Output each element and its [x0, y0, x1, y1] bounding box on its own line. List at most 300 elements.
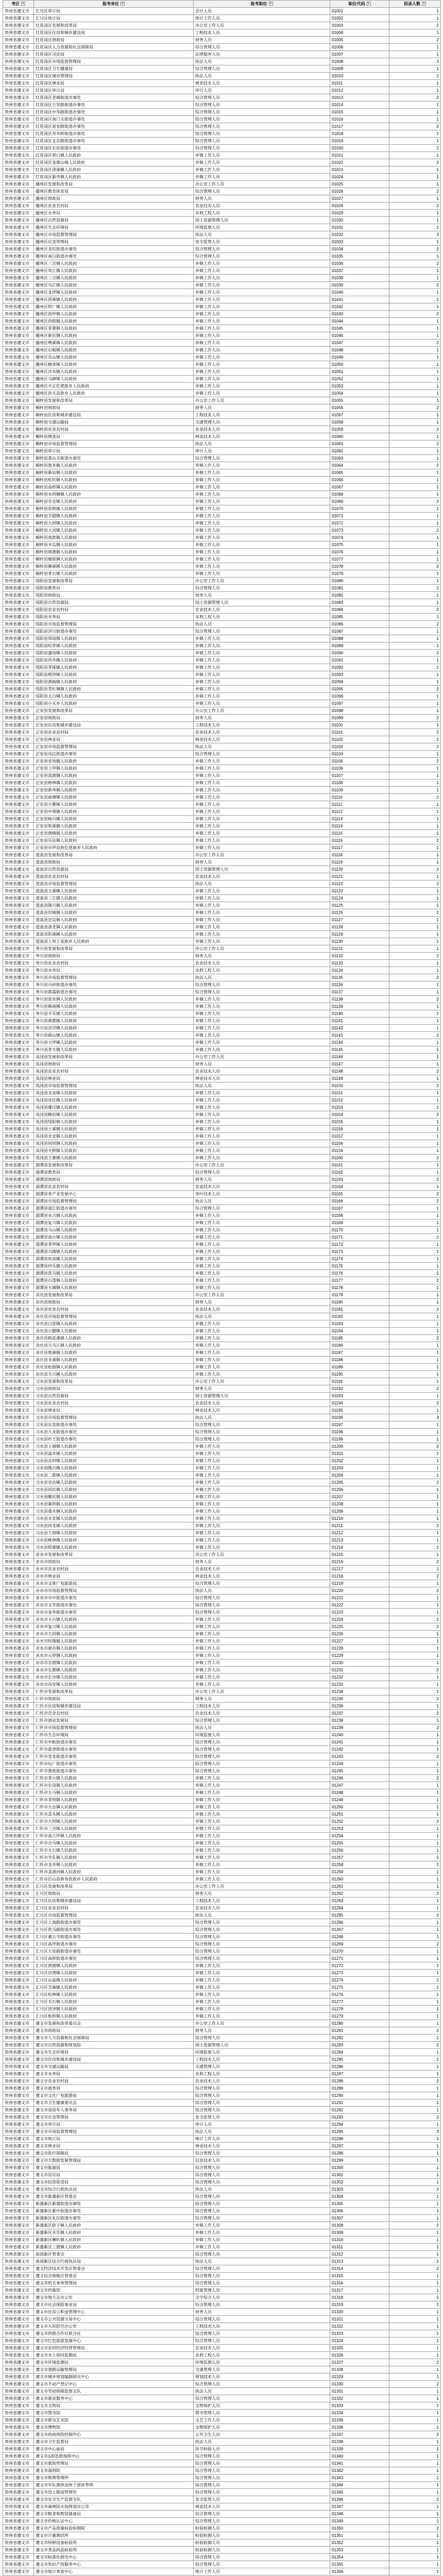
- cell-position-code[interactable]: 01065: [330, 469, 389, 477]
- cell-unit[interactable]: 红花岗区舟水桥街道办事处: [34, 130, 194, 138]
- cell-exam-area[interactable]: 贵州省遵义市: [3, 1616, 34, 1623]
- cell-exam-area[interactable]: 贵州省遵义市: [3, 917, 34, 924]
- cell-unit[interactable]: 遵义市图书馆: [34, 2410, 194, 2417]
- cell-hiring-count[interactable]: 1: [389, 570, 441, 578]
- cell-exam-area[interactable]: 贵州省遵义市: [3, 2114, 34, 2121]
- cell-position[interactable]: 乡镇工作人员: [194, 1869, 330, 1876]
- cell-exam-area[interactable]: 贵州省遵义市: [3, 296, 34, 303]
- cell-unit[interactable]: 道真县忠信镇人民政府: [34, 917, 194, 924]
- cell-position-code[interactable]: 01049: [330, 354, 389, 361]
- cell-hiring-count[interactable]: 1: [389, 1847, 441, 1854]
- cell-position-code[interactable]: 01303: [330, 2186, 389, 2193]
- cell-hiring-count[interactable]: 1: [389, 2482, 441, 2489]
- cell-unit[interactable]: 赤水市葫市镇人民政府: [34, 1645, 194, 1652]
- cell-position[interactable]: 医学检验人员: [194, 2446, 330, 2453]
- filter-dropdown-icon[interactable]: ▾: [21, 2, 25, 6]
- cell-position-code[interactable]: 01069: [330, 498, 389, 505]
- cell-position-code[interactable]: 01184: [330, 1328, 389, 1335]
- cell-position[interactable]: 乡镇工作人员: [194, 1501, 330, 1508]
- cell-exam-area[interactable]: 贵州省遵义市: [3, 484, 34, 491]
- cell-hiring-count[interactable]: 1: [389, 823, 441, 830]
- cell-exam-area[interactable]: 贵州省遵义市: [3, 1840, 34, 1847]
- cell-exam-area[interactable]: 贵州省遵义市: [3, 58, 34, 65]
- cell-position[interactable]: 财务人员: [194, 715, 330, 722]
- cell-exam-area[interactable]: 贵州省遵义市: [3, 267, 34, 275]
- cell-exam-area[interactable]: 贵州省遵义市: [3, 2525, 34, 2532]
- cell-position-code[interactable]: 01133: [330, 960, 389, 967]
- cell-position[interactable]: 文物保护人员: [194, 2424, 330, 2431]
- cell-exam-area[interactable]: 贵州省遵义市: [3, 2172, 34, 2179]
- cell-position[interactable]: 农业技术人员: [194, 1710, 330, 1717]
- cell-position[interactable]: 乡镇工作人员: [194, 303, 330, 311]
- cell-hiring-count[interactable]: 1: [389, 642, 441, 650]
- cell-exam-area[interactable]: 贵州省遵义市: [3, 448, 34, 455]
- cell-hiring-count[interactable]: 1: [389, 816, 441, 823]
- cell-position-code[interactable]: 01350: [330, 2525, 389, 2532]
- cell-position[interactable]: 环境监察人员: [194, 2049, 330, 2056]
- cell-exam-area[interactable]: 贵州省遵义市: [3, 1688, 34, 1696]
- cell-exam-area[interactable]: 贵州省遵义市: [3, 1090, 34, 1097]
- cell-position[interactable]: 乡镇工作人员: [194, 1155, 330, 1162]
- cell-hiring-count[interactable]: 1: [389, 772, 441, 779]
- cell-exam-area[interactable]: 贵州省遵义市: [3, 1753, 34, 1760]
- cell-position-code[interactable]: 01024: [330, 174, 389, 181]
- cell-exam-area[interactable]: 贵州省遵义市: [3, 1659, 34, 1667]
- cell-exam-area[interactable]: 贵州省遵义市: [3, 1205, 34, 1212]
- cell-hiring-count[interactable]: 1: [389, 2280, 441, 2287]
- cell-unit[interactable]: 遵义市殡葬管理所: [34, 2475, 194, 2482]
- cell-unit[interactable]: 正安县和溪镇人民政府: [34, 823, 194, 830]
- cell-unit[interactable]: 桐梓县交通运输局: [34, 419, 194, 426]
- cell-hiring-count[interactable]: 1: [389, 1342, 441, 1349]
- cell-exam-area[interactable]: 贵州省遵义市: [3, 635, 34, 642]
- cell-position[interactable]: 乡镇工作人员: [194, 383, 330, 390]
- cell-exam-area[interactable]: 贵州省遵义市: [3, 505, 34, 513]
- cell-position-code[interactable]: 01129: [330, 931, 389, 938]
- cell-hiring-count[interactable]: 1: [389, 2532, 441, 2539]
- cell-position[interactable]: 林业技术人员: [194, 2143, 330, 2150]
- cell-hiring-count[interactable]: 2: [389, 2265, 441, 2273]
- cell-exam-area[interactable]: 贵州省遵义市: [3, 2568, 34, 2575]
- cell-unit[interactable]: 桐梓县花秋镇人民政府: [34, 505, 194, 513]
- cell-hiring-count[interactable]: 2: [389, 837, 441, 844]
- cell-unit[interactable]: 遵义市住房公积金管理中心: [34, 2309, 194, 2316]
- cell-position-code[interactable]: 01248: [330, 1789, 389, 1797]
- cell-unit[interactable]: 红花岗区审计局: [34, 87, 194, 94]
- cell-position[interactable]: 乡镇工作人员: [194, 1645, 330, 1652]
- cell-position[interactable]: 乡镇工作人员: [194, 1111, 330, 1118]
- cell-position[interactable]: 乡镇工作人员: [194, 1140, 330, 1147]
- cell-exam-area[interactable]: 贵州省遵义市: [3, 8, 34, 15]
- cell-position[interactable]: 国土资源管理人员: [194, 866, 330, 873]
- cell-exam-area[interactable]: 贵州省遵义市: [3, 679, 34, 686]
- cell-position-code[interactable]: 01356: [330, 2568, 389, 2575]
- cell-position-code[interactable]: 01285: [330, 2056, 389, 2063]
- cell-unit[interactable]: 汇川区审计局: [34, 8, 194, 15]
- cell-unit[interactable]: 仁怀市茅坝镇人民政府: [34, 1797, 194, 1804]
- cell-position[interactable]: 综合管理人员: [194, 2035, 330, 2042]
- cell-position-code[interactable]: 01224: [330, 1616, 389, 1623]
- cell-exam-area[interactable]: 贵州省遵义市: [3, 859, 34, 866]
- cell-hiring-count[interactable]: 1: [389, 2193, 441, 2200]
- cell-unit[interactable]: 余庆县构皮滩镇人民政府: [34, 1335, 194, 1342]
- cell-position[interactable]: 乡镇工作人员: [194, 549, 330, 556]
- cell-hiring-count[interactable]: 1: [389, 931, 441, 938]
- cell-hiring-count[interactable]: 2: [389, 440, 441, 448]
- cell-hiring-count[interactable]: 1: [389, 210, 441, 217]
- cell-hiring-count[interactable]: 1: [389, 578, 441, 585]
- cell-position[interactable]: 林业技术人员: [194, 1573, 330, 1580]
- cell-unit[interactable]: 赤水市天台镇人民政府: [34, 1616, 194, 1623]
- cell-exam-area[interactable]: 贵州省遵义市: [3, 1696, 34, 1703]
- cell-position[interactable]: 执法人员: [194, 974, 330, 981]
- cell-position[interactable]: 办公室工作人员: [194, 1162, 330, 1169]
- cell-hiring-count[interactable]: 1: [389, 2049, 441, 2056]
- cell-hiring-count[interactable]: 2: [389, 2114, 441, 2121]
- cell-exam-area[interactable]: 贵州省遵义市: [3, 347, 34, 354]
- cell-unit[interactable]: 务川县黄都镇人民政府: [34, 1018, 194, 1025]
- cell-exam-area[interactable]: 贵州省遵义市: [3, 1155, 34, 1162]
- cell-unit[interactable]: 遵义市投资促进局: [34, 2179, 194, 2186]
- cell-position[interactable]: 综合管理人员: [194, 1760, 330, 1768]
- cell-hiring-count[interactable]: 1: [389, 2561, 441, 2568]
- cell-position[interactable]: 综合管理人员: [194, 1436, 330, 1443]
- cell-unit[interactable]: 红花岗区司法局: [34, 51, 194, 58]
- cell-hiring-count[interactable]: 1: [389, 722, 441, 729]
- cell-exam-area[interactable]: 贵州省遵义市: [3, 2554, 34, 2561]
- cell-position-code[interactable]: 01128: [330, 924, 389, 931]
- cell-position[interactable]: 乡镇工作人员: [194, 2013, 330, 2020]
- cell-position-code[interactable]: 01355: [330, 2561, 389, 2568]
- cell-unit[interactable]: 桐梓县坡渡镇人民政府: [34, 549, 194, 556]
- cell-unit[interactable]: 桐梓县娄山关街道办事处: [34, 455, 194, 462]
- cell-position-code[interactable]: 01296: [330, 2136, 389, 2143]
- cell-exam-area[interactable]: 贵州省遵义市: [3, 22, 34, 29]
- cell-position-code[interactable]: 01333: [330, 2402, 389, 2410]
- cell-unit[interactable]: 凤冈县发展和改革局: [34, 1054, 194, 1061]
- cell-position-code[interactable]: 01005: [330, 37, 389, 44]
- cell-hiring-count[interactable]: 1: [389, 1061, 441, 1068]
- cell-position-code[interactable]: 01119: [330, 859, 389, 866]
- cell-unit[interactable]: 习水县市场监督管理局: [34, 1414, 194, 1421]
- cell-unit[interactable]: 遵义市安全生产监察支队: [34, 2496, 194, 2503]
- cell-exam-area[interactable]: 贵州省遵义市: [3, 2042, 34, 2049]
- cell-hiring-count[interactable]: 2: [389, 743, 441, 751]
- cell-exam-area[interactable]: 贵州省遵义市: [3, 1436, 34, 1443]
- cell-unit[interactable]: 凤冈县进化镇人民政府: [34, 1097, 194, 1104]
- cell-exam-area[interactable]: 贵州省遵义市: [3, 578, 34, 585]
- cell-position[interactable]: 财务人员: [194, 592, 330, 599]
- cell-unit[interactable]: 道真县旧城镇人民政府: [34, 909, 194, 917]
- cell-unit[interactable]: 务川县财政局: [34, 953, 194, 960]
- cell-position-code[interactable]: 01258: [330, 1861, 389, 1869]
- cell-exam-area[interactable]: 贵州省遵义市: [3, 1782, 34, 1789]
- cell-unit[interactable]: 新蒲新区三渡镇人民政府: [34, 2244, 194, 2251]
- cell-position-code[interactable]: 01059: [330, 426, 389, 433]
- cell-position-code[interactable]: 01155: [330, 1118, 389, 1126]
- cell-exam-area[interactable]: 贵州省遵义市: [3, 1811, 34, 1818]
- cell-unit[interactable]: 仁怀市中枢街道办事处: [34, 1739, 194, 1746]
- cell-position-code[interactable]: 01037: [330, 267, 389, 275]
- cell-hiring-count[interactable]: 1: [389, 989, 441, 996]
- cell-hiring-count[interactable]: 1: [389, 1241, 441, 1248]
- cell-unit[interactable]: 新蒲新区喇叭镇人民政府: [34, 2236, 194, 2244]
- cell-unit[interactable]: 播州区龙坑街道办事处: [34, 246, 194, 253]
- cell-position-code[interactable]: 01173: [330, 1248, 389, 1256]
- cell-unit[interactable]: 遵义市救助管理站: [34, 2460, 194, 2467]
- cell-position-code[interactable]: 01178: [330, 1284, 389, 1292]
- cell-unit[interactable]: 桐梓县新站镇人民政府: [34, 469, 194, 477]
- cell-unit[interactable]: 遵义市标准化研究中心: [34, 2554, 194, 2561]
- cell-unit[interactable]: 遵义市能源局: [34, 2164, 194, 2172]
- cell-position[interactable]: 综合管理人员: [194, 2280, 330, 2287]
- cell-unit[interactable]: 遵义市环境监测站: [34, 2359, 194, 2366]
- cell-position-code[interactable]: 01181: [330, 1306, 389, 1313]
- cell-position-code[interactable]: 01236: [330, 1703, 389, 1710]
- cell-position-code[interactable]: 01031: [330, 224, 389, 231]
- cell-position[interactable]: 综合管理人员: [194, 2561, 330, 2568]
- cell-position[interactable]: 综合管理人员: [194, 2489, 330, 2496]
- cell-position[interactable]: 乡镇工作人员: [194, 938, 330, 945]
- cell-exam-area[interactable]: 贵州省遵义市: [3, 1385, 34, 1393]
- cell-hiring-count[interactable]: 1: [389, 101, 441, 109]
- cell-hiring-count[interactable]: 1: [389, 1869, 441, 1876]
- cell-exam-area[interactable]: 贵州省遵义市: [3, 1025, 34, 1032]
- cell-hiring-count[interactable]: 1: [389, 239, 441, 246]
- cell-unit[interactable]: 红花岗区南门关街道办事处: [34, 116, 194, 123]
- cell-position[interactable]: 执法人员: [194, 1724, 330, 1732]
- cell-position[interactable]: 财务人员: [194, 2027, 330, 2035]
- cell-unit[interactable]: 习水县温水镇人民政府: [34, 1450, 194, 1458]
- cell-position[interactable]: 乡镇工作人员: [194, 679, 330, 686]
- cell-hiring-count[interactable]: 1: [389, 1797, 441, 1804]
- cell-unit[interactable]: 播州区应急管理局: [34, 239, 194, 246]
- cell-position-code[interactable]: 01287: [330, 2071, 389, 2078]
- cell-exam-area[interactable]: 贵州省遵义市: [3, 65, 34, 73]
- cell-hiring-count[interactable]: 1: [389, 1580, 441, 1587]
- cell-exam-area[interactable]: 贵州省遵义市: [3, 1667, 34, 1674]
- cell-hiring-count[interactable]: 1: [389, 109, 441, 116]
- cell-hiring-count[interactable]: 1: [389, 1169, 441, 1176]
- cell-unit[interactable]: 正安县中观镇人民政府: [34, 808, 194, 816]
- cell-position[interactable]: 综合管理人员: [194, 2554, 330, 2561]
- cell-hiring-count[interactable]: 1: [389, 2309, 441, 2316]
- cell-hiring-count[interactable]: 1: [389, 1205, 441, 1212]
- cell-unit[interactable]: 桐梓县财政局: [34, 404, 194, 412]
- cell-position-code[interactable]: 01074: [330, 534, 389, 541]
- cell-exam-area[interactable]: 贵州省遵义市: [3, 440, 34, 448]
- cell-position[interactable]: 综合管理人员: [194, 130, 330, 138]
- cell-exam-area[interactable]: 贵州省遵义市: [3, 852, 34, 859]
- filter-dropdown-icon[interactable]: ▾: [367, 2, 371, 6]
- cell-position-code[interactable]: 01300: [330, 2164, 389, 2172]
- cell-hiring-count[interactable]: 1: [389, 2518, 441, 2525]
- cell-unit[interactable]: 赤水市官渡镇人民政府: [34, 1659, 194, 1667]
- cell-hiring-count[interactable]: 1: [389, 938, 441, 945]
- cell-position-code[interactable]: 01132: [330, 953, 389, 960]
- cell-hiring-count[interactable]: [389, 2575, 441, 2576]
- cell-exam-area[interactable]: 贵州省遵义市: [3, 1219, 34, 1227]
- cell-exam-area[interactable]: 贵州省遵义市: [3, 2085, 34, 2092]
- cell-position-code[interactable]: 01239: [330, 1724, 389, 1732]
- cell-position-code[interactable]: 01188: [330, 1357, 389, 1364]
- cell-unit[interactable]: 正安县格林镇人民政府: [34, 779, 194, 787]
- cell-exam-area[interactable]: 贵州省遵义市: [3, 2049, 34, 2056]
- cell-position-code[interactable]: 01130: [330, 938, 389, 945]
- cell-position-code[interactable]: 01169: [330, 1219, 389, 1227]
- cell-hiring-count[interactable]: 1: [389, 1429, 441, 1436]
- cell-unit[interactable]: 务川县市场监督管理局: [34, 974, 194, 981]
- cell-exam-area[interactable]: 贵州省遵义市: [3, 1739, 34, 1746]
- cell-unit[interactable]: 红花岗区新舟镇人民政府: [34, 174, 194, 181]
- cell-position-code[interactable]: 01167: [330, 1205, 389, 1212]
- cell-unit[interactable]: 仁怀市住房和城乡建设局: [34, 1703, 194, 1710]
- cell-position-code[interactable]: 01254: [330, 1833, 389, 1840]
- cell-unit[interactable]: 遵义市医疗保障局: [34, 2150, 194, 2157]
- cell-unit[interactable]: 播州区洪关苗族乡人民政府: [34, 390, 194, 397]
- cell-hiring-count[interactable]: 3: [389, 58, 441, 65]
- cell-hiring-count[interactable]: 1: [389, 2200, 441, 2208]
- cell-exam-area[interactable]: 贵州省遵义市: [3, 1623, 34, 1631]
- cell-position-code[interactable]: 01171: [330, 1234, 389, 1241]
- cell-unit[interactable]: 遵义市社会保险事业局: [34, 2301, 194, 2309]
- cell-hiring-count[interactable]: 1: [389, 1025, 441, 1032]
- cell-hiring-count[interactable]: 1: [389, 1595, 441, 1602]
- cell-hiring-count[interactable]: 1: [389, 289, 441, 296]
- cell-position[interactable]: 乡镇工作人员: [194, 368, 330, 376]
- cell-hiring-count[interactable]: 1: [389, 80, 441, 87]
- cell-position[interactable]: 综合管理人员: [194, 2482, 330, 2489]
- cell-position-code[interactable]: 01151: [330, 1090, 389, 1097]
- cell-position-code[interactable]: 01087: [330, 628, 389, 635]
- cell-unit[interactable]: 遵义综合保税区管委会: [34, 2273, 194, 2280]
- cell-exam-area[interactable]: 贵州省遵义市: [3, 2179, 34, 2186]
- cell-hiring-count[interactable]: 1: [389, 455, 441, 462]
- cell-position-code[interactable]: 01186: [330, 1342, 389, 1349]
- cell-position-code[interactable]: 01175: [330, 1263, 389, 1270]
- cell-unit[interactable]: 播州区生态环境局: [34, 224, 194, 231]
- cell-exam-area[interactable]: 贵州省遵义市: [3, 116, 34, 123]
- cell-position-code[interactable]: 01308: [330, 2222, 389, 2229]
- cell-exam-area[interactable]: 贵州省遵义市: [3, 787, 34, 794]
- cell-hiring-count[interactable]: 2: [389, 1818, 441, 1825]
- cell-position-code[interactable]: 01211: [330, 1522, 389, 1530]
- cell-position[interactable]: 乡镇工作人员: [194, 1104, 330, 1111]
- cell-unit[interactable]: 汇川区住房和城乡建设局: [34, 1897, 194, 1905]
- cell-hiring-count[interactable]: 1: [389, 1371, 441, 1378]
- cell-unit[interactable]: 湄潭县茶产业发展中心: [34, 1191, 194, 1198]
- cell-exam-area[interactable]: 贵州省遵义市: [3, 2453, 34, 2460]
- cell-position[interactable]: 乡镇工作人员: [194, 772, 330, 779]
- cell-unit[interactable]: 红花岗区长征街道办事处: [34, 145, 194, 152]
- cell-position-code[interactable]: 01262: [330, 1890, 389, 1897]
- cell-position-code[interactable]: 01354: [330, 2554, 389, 2561]
- cell-position[interactable]: 乡镇工作人员: [194, 296, 330, 303]
- cell-exam-area[interactable]: 贵州省遵义市: [3, 844, 34, 852]
- cell-unit[interactable]: 汇川区松林镇人民政府: [34, 1991, 194, 1998]
- cell-exam-area[interactable]: 贵州省遵义市: [3, 621, 34, 628]
- cell-position-code[interactable]: 01345: [330, 2489, 389, 2496]
- cell-position-code[interactable]: 01275: [330, 1984, 389, 1991]
- cell-position[interactable]: 乡镇工作人员: [194, 1277, 330, 1284]
- cell-exam-area[interactable]: 贵州省遵义市: [3, 1328, 34, 1335]
- cell-hiring-count[interactable]: 2: [389, 996, 441, 1003]
- cell-position[interactable]: 综合管理人员: [194, 1955, 330, 1962]
- cell-position-code[interactable]: 01220: [330, 1587, 389, 1595]
- cell-position-code[interactable]: 01165: [330, 1191, 389, 1198]
- cell-exam-area[interactable]: 贵州省遵义市: [3, 1934, 34, 1941]
- cell-position-code[interactable]: 01351: [330, 2532, 389, 2539]
- cell-exam-area[interactable]: 贵州省遵义市: [3, 1681, 34, 1688]
- cell-unit[interactable]: 凤冈县何坝镇人民政府: [34, 1140, 194, 1147]
- cell-position[interactable]: 财务人员: [194, 195, 330, 202]
- cell-hiring-count[interactable]: 1: [389, 1948, 441, 1955]
- cell-unit[interactable]: 仁怀市五马镇人民政府: [34, 1789, 194, 1797]
- cell-exam-area[interactable]: 贵州省遵义市: [3, 1212, 34, 1219]
- cell-hiring-count[interactable]: 1: [389, 1919, 441, 1926]
- cell-unit[interactable]: 桐梓县官仓镇人民政府: [34, 498, 194, 505]
- cell-hiring-count[interactable]: 1: [389, 808, 441, 816]
- cell-unit[interactable]: 凤冈县永安镇人民政府: [34, 1133, 194, 1140]
- cell-hiring-count[interactable]: 1: [389, 2417, 441, 2424]
- cell-exam-area[interactable]: 贵州省遵义市: [3, 671, 34, 679]
- cell-exam-area[interactable]: 贵州省遵义市: [3, 1818, 34, 1825]
- cell-position[interactable]: 乡镇工作人员: [194, 1234, 330, 1241]
- cell-hiring-count[interactable]: 1: [389, 1046, 441, 1054]
- cell-position-code[interactable]: 01048: [330, 347, 389, 354]
- cell-position[interactable]: 乡镇工作人员: [194, 332, 330, 340]
- cell-position-code[interactable]: 01162: [330, 1169, 389, 1176]
- cell-exam-area[interactable]: 贵州省遵义市: [3, 686, 34, 693]
- cell-hiring-count[interactable]: 1: [389, 592, 441, 599]
- cell-position[interactable]: 乡镇工作人员: [194, 1876, 330, 1883]
- cell-position[interactable]: 乡镇工作人员: [194, 996, 330, 1003]
- cell-unit[interactable]: 赤水市大同镇人民政府: [34, 1631, 194, 1638]
- cell-hiring-count[interactable]: 1: [389, 859, 441, 866]
- cell-unit[interactable]: 播州区自然资源局: [34, 217, 194, 224]
- cell-exam-area[interactable]: 贵州省遵义市: [3, 880, 34, 888]
- cell-position-code[interactable]: 01067: [330, 484, 389, 491]
- cell-position[interactable]: 乡镇工作人员: [194, 1775, 330, 1782]
- cell-hiring-count[interactable]: 1: [389, 2352, 441, 2359]
- cell-exam-area[interactable]: 贵州省遵义市: [3, 1854, 34, 1861]
- cell-hiring-count[interactable]: 1: [389, 1991, 441, 1998]
- cell-unit[interactable]: 正安县住房和城乡建设局: [34, 722, 194, 729]
- cell-position-code[interactable]: 01153: [330, 1104, 389, 1111]
- cell-position-code[interactable]: 01030: [330, 217, 389, 224]
- cell-exam-area[interactable]: 贵州省遵义市: [3, 1724, 34, 1732]
- cell-position[interactable]: 乡镇工作人员: [194, 657, 330, 664]
- cell-hiring-count[interactable]: 2: [389, 94, 441, 101]
- cell-exam-area[interactable]: 贵州省遵义市: [3, 289, 34, 296]
- cell-unit[interactable]: 新蒲新区礼仪街道办事处: [34, 2215, 194, 2222]
- cell-position[interactable]: 乡镇工作人员: [194, 924, 330, 931]
- cell-position[interactable]: 水利工程人员: [194, 2071, 330, 2078]
- cell-exam-area[interactable]: 贵州省遵义市: [3, 960, 34, 967]
- cell-position-code[interactable]: 01235: [330, 1696, 389, 1703]
- cell-hiring-count[interactable]: 1: [389, 1537, 441, 1544]
- cell-position-code[interactable]: 01284: [330, 2049, 389, 2056]
- cell-unit[interactable]: 赤水市市场监督管理局: [34, 1587, 194, 1595]
- cell-position[interactable]: 办公室工作人员: [194, 707, 330, 715]
- cell-position[interactable]: 财务人员: [194, 1558, 330, 1566]
- cell-unit[interactable]: 绥阳县水务局: [34, 614, 194, 621]
- cell-hiring-count[interactable]: 1: [389, 87, 441, 94]
- cell-unit[interactable]: 遵义市退役军人事务局: [34, 2107, 194, 2114]
- cell-hiring-count[interactable]: 1: [389, 1955, 441, 1962]
- cell-exam-area[interactable]: 贵州省遵义市: [3, 1046, 34, 1054]
- cell-position-code[interactable]: 01295: [330, 2128, 389, 2136]
